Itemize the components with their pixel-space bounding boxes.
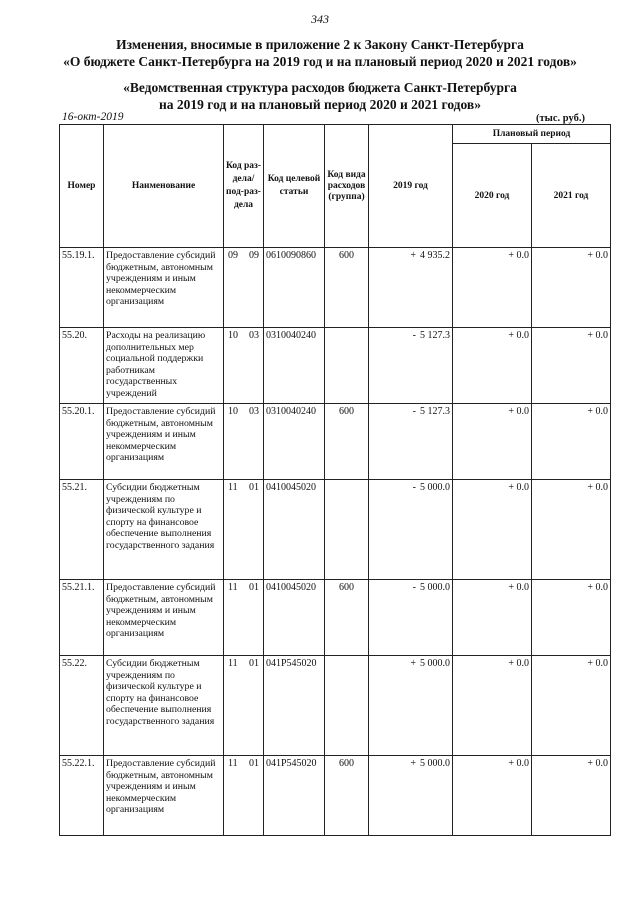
page-number: 343 xyxy=(311,12,329,26)
row-amount-2019 xyxy=(369,248,453,328)
row-number: 55.22.1. xyxy=(60,756,104,836)
row-expense-type xyxy=(325,656,369,756)
table-row xyxy=(60,248,611,328)
row-sign: - xyxy=(412,406,416,417)
row-amount: 5 000.0 xyxy=(420,758,450,769)
row-name: Предоставление субсидий бюджетным, автономным учреждениям и иным некоммерческим организациям xyxy=(104,404,224,480)
row-target-code: 0410045020 xyxy=(264,580,325,656)
header-2020: 2020 год xyxy=(453,144,532,248)
table-row xyxy=(60,756,611,836)
row-section: 09 xyxy=(228,250,238,261)
row-sign: + xyxy=(410,758,416,769)
row-section: 11 xyxy=(228,658,238,669)
row-section-code xyxy=(224,656,264,756)
row-amount-2020: + 0.0 xyxy=(453,404,532,480)
row-amount-2021: + 0.0 xyxy=(532,404,611,480)
row-section-code xyxy=(224,328,264,404)
row-expense-type: 600 xyxy=(325,756,369,836)
row-number: 55.22. xyxy=(60,656,104,756)
row-target-code: 0310040240 xyxy=(264,404,325,480)
table-row xyxy=(60,404,611,480)
header-2021: 2021 год xyxy=(532,144,611,248)
row-expense-type: 600 xyxy=(325,404,369,480)
row-name: Субсидии бюджетным учреждениям по физической культуре и спорту на финансовое обеспечение выполнения государственного задания xyxy=(104,656,224,756)
row-amount-2019 xyxy=(369,656,453,756)
row-sign: - xyxy=(412,482,416,493)
row-subsection: 01 xyxy=(249,482,259,493)
row-name: Субсидии бюджетным учреждениям по физической культуре и спорту на финансовое обеспечение выполнения государственного задания xyxy=(104,480,224,580)
row-section: 11 xyxy=(228,582,238,593)
row-section-code xyxy=(224,580,264,656)
row-target-code: 0410045020 xyxy=(264,480,325,580)
subtitle-line-1: «Ведомственная структура расходов бюджета Санкт-Петербурга xyxy=(123,80,517,95)
table-row xyxy=(60,480,611,580)
title-line-2: «О бюджете Санкт-Петербурга на 2019 год и на плановый период 2020 и 2021 годов» xyxy=(63,54,577,69)
row-number: 55.21.1. xyxy=(60,580,104,656)
row-expense-type xyxy=(325,328,369,404)
row-target-code: 0310040240 xyxy=(264,328,325,404)
row-target-code: 041P545020 xyxy=(264,656,325,756)
header-number: Номер xyxy=(60,125,104,248)
document-subtitle xyxy=(0,79,640,113)
row-name: Предоставление субсидий бюджетным, автономным учреждениям и иным некоммерческим организациям xyxy=(104,248,224,328)
row-expense-type: 600 xyxy=(325,248,369,328)
row-amount-2020: + 0.0 xyxy=(453,248,532,328)
row-number: 55.21. xyxy=(60,480,104,580)
subtitle-line-2: на 2019 год и на плановый период 2020 и 2021 годов» xyxy=(159,97,481,112)
row-amount-2021: + 0.0 xyxy=(532,248,611,328)
table-row xyxy=(60,656,611,756)
document-date: 16-окт-2019 xyxy=(62,111,124,123)
row-amount-2020: + 0.0 xyxy=(453,480,532,580)
table-row xyxy=(60,580,611,656)
row-amount-2019 xyxy=(369,404,453,480)
row-amount: 5 127.3 xyxy=(420,406,450,417)
row-amount-2020: + 0.0 xyxy=(453,756,532,836)
header-name: Наименование xyxy=(104,125,224,248)
row-amount: 5 000.0 xyxy=(420,582,450,593)
row-subsection: 01 xyxy=(249,758,259,769)
row-section-code xyxy=(224,404,264,480)
row-amount: 4 935.2 xyxy=(420,250,450,261)
row-expense-type: 600 xyxy=(325,580,369,656)
row-amount: 5 000.0 xyxy=(420,658,450,669)
units-label: (тыс. руб.) xyxy=(536,113,585,124)
row-amount-2020: + 0.0 xyxy=(453,656,532,756)
row-subsection: 01 xyxy=(249,582,259,593)
row-amount-2021: + 0.0 xyxy=(532,328,611,404)
row-amount-2020: + 0.0 xyxy=(453,580,532,656)
row-sign: + xyxy=(410,658,416,669)
row-sign: - xyxy=(412,582,416,593)
row-subsection: 01 xyxy=(249,658,259,669)
row-target-code: 0610090860 xyxy=(264,248,325,328)
row-amount-2021: + 0.0 xyxy=(532,480,611,580)
row-section: 10 xyxy=(228,406,238,417)
header-planned-period: Плановый период xyxy=(453,125,611,144)
row-amount-2019 xyxy=(369,480,453,580)
row-name: Расходы на реализацию дополнительных мер социальной поддержки работникам государственных учреждений xyxy=(104,328,224,404)
row-number: 55.20. xyxy=(60,328,104,404)
row-amount-2021: + 0.0 xyxy=(532,656,611,756)
header-2019: 2019 год xyxy=(369,125,453,248)
row-number: 55.19.1. xyxy=(60,248,104,328)
row-section: 10 xyxy=(228,330,238,341)
row-amount-2019 xyxy=(369,756,453,836)
row-sign: - xyxy=(412,330,416,341)
row-name: Предоставление субсидий бюджетным, автономным учреждениям и иным некоммерческим организациям xyxy=(104,580,224,656)
table-row xyxy=(60,328,611,404)
row-section: 11 xyxy=(228,482,238,493)
document-title xyxy=(0,36,640,70)
table-body xyxy=(60,248,611,836)
row-amount: 5 127.3 xyxy=(420,330,450,341)
row-section: 11 xyxy=(228,758,238,769)
row-subsection: 03 xyxy=(249,406,259,417)
header-section-code: Код раз-дела/ под-раз-дела xyxy=(224,125,264,248)
row-number: 55.20.1. xyxy=(60,404,104,480)
row-section-code xyxy=(224,248,264,328)
row-subsection: 09 xyxy=(249,250,259,261)
row-amount: 5 000.0 xyxy=(420,482,450,493)
row-sign: + xyxy=(410,250,416,261)
row-amount-2021: + 0.0 xyxy=(532,756,611,836)
row-name: Предоставление субсидий бюджетным, автономным учреждениям и иным некоммерческим организациям xyxy=(104,756,224,836)
header-expense-type: Код вида расходов (группа) xyxy=(325,125,369,248)
row-amount-2021: + 0.0 xyxy=(532,580,611,656)
title-line-1: Изменения, вносимые в приложение 2 к Закону Санкт-Петербурга xyxy=(116,37,524,52)
budget-table xyxy=(59,124,611,836)
row-amount-2019 xyxy=(369,328,453,404)
row-section-code xyxy=(224,480,264,580)
row-amount-2020: + 0.0 xyxy=(453,328,532,404)
row-subsection: 03 xyxy=(249,330,259,341)
row-expense-type xyxy=(325,480,369,580)
row-amount-2019 xyxy=(369,580,453,656)
row-target-code: 041P545020 xyxy=(264,756,325,836)
header-target-code: Код целевой статьи xyxy=(264,125,325,248)
row-section-code xyxy=(224,756,264,836)
